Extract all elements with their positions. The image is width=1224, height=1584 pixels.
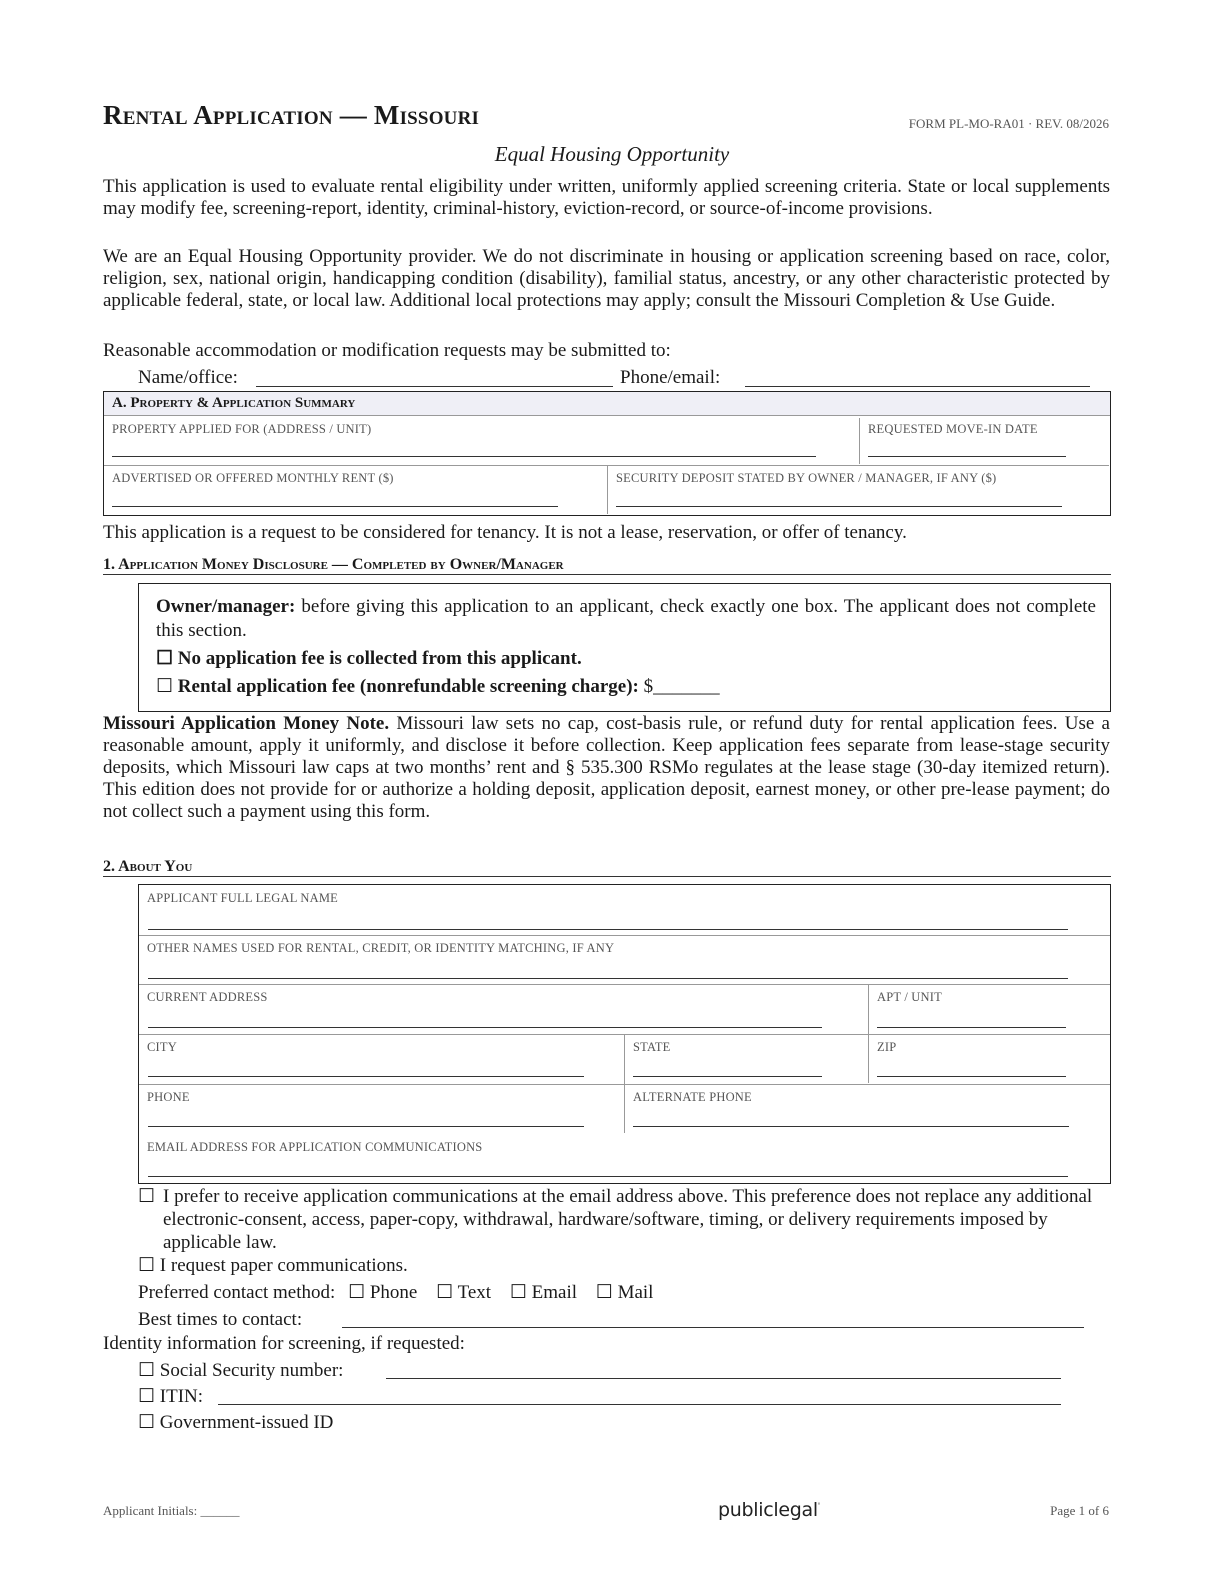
address-label: CURRENT ADDRESS (147, 990, 268, 1004)
section-2-box (138, 884, 1111, 1184)
apt-field[interactable] (877, 1027, 1066, 1028)
email-field[interactable] (148, 1176, 1068, 1177)
phone-field[interactable] (148, 1126, 584, 1127)
ssn-field[interactable] (386, 1378, 1061, 1379)
phone-cell (139, 1084, 624, 1134)
checkbox-icon[interactable]: ☐ (348, 1282, 366, 1303)
publiclegal-logo: publiclegal' (718, 1499, 820, 1521)
state-cell (625, 1034, 868, 1084)
city-label: CITY (147, 1040, 177, 1054)
rent-label: ADVERTISED OR OFFERED MONTHLY RENT ($) (112, 471, 394, 485)
contact-method-phone: Phone (369, 1282, 418, 1303)
address-field[interactable] (148, 1027, 822, 1028)
page-subtitle: Equal Housing Opportunity (494, 142, 730, 166)
form-number: FORM PL-MO-RA01 · REV. 08/2026 (908, 116, 1109, 131)
full-name-field[interactable] (148, 929, 1068, 930)
other-names-cell (139, 935, 1110, 985)
fee-option-1-label: No application fee is collected from this applicant. (177, 648, 582, 669)
name-office-field[interactable] (256, 386, 613, 387)
checkbox-icon[interactable]: ☐ (156, 648, 174, 669)
gov-id-label: Government-issued ID (159, 1412, 334, 1433)
deposit-cell (608, 465, 1108, 515)
tenancy-notice: This application is a request to be considered for tenancy. It is not a lease, reservation, or offer of tenancy. (103, 522, 907, 543)
applicant-initials: Applicant Initials: ______ (103, 1503, 240, 1518)
alt-phone-cell (625, 1084, 1110, 1134)
property-field[interactable] (112, 456, 816, 457)
page-number: Page 1 of 6 (1050, 1503, 1109, 1518)
checkbox-icon[interactable]: ☐ (509, 1282, 527, 1303)
intro-paragraph-3: Reasonable accommodation or modification requests may be submitted to: (103, 340, 671, 361)
move-in-field[interactable] (868, 456, 1066, 457)
contact-method-mail: Mail (617, 1282, 654, 1303)
apt-cell (869, 984, 1110, 1034)
logo-text: publiclegal (718, 1499, 818, 1521)
paper-preference-label: I request paper communications. (159, 1255, 408, 1276)
section-1-title: 1. Application Money Disclosure — Completed by Owner/Manager (103, 556, 1111, 575)
zip-cell (869, 1034, 1110, 1084)
page-title: Rental Application — Missouri (103, 100, 480, 130)
rent-cell (104, 465, 607, 515)
owner-text: before giving this application to an applicant, check exactly one box. The applicant does not complete this section. (156, 596, 1096, 641)
other-names-label: OTHER NAMES USED FOR RENTAL, CREDIT, OR IDENTITY MATCHING, IF ANY (147, 941, 615, 955)
best-times-field[interactable] (342, 1327, 1084, 1328)
contact-method-email: Email (531, 1282, 578, 1303)
alt-phone-label: ALTERNATE PHONE (633, 1090, 752, 1104)
full-name-label: APPLICANT FULL LEGAL NAME (147, 891, 338, 905)
itin-label: ITIN: (159, 1386, 204, 1407)
itin-field[interactable] (218, 1404, 1061, 1405)
gov-id-row (138, 1411, 333, 1434)
email-preference (138, 1185, 1093, 1254)
intro-paragraph-1: This application is used to evaluate rental eligibility under written, uniformly applied screening criteria. State or local supplements may modify fee, screening-report, identity, criminal-history, eviction-record, or source-of-income provisions. (103, 176, 1110, 219)
zip-field[interactable] (877, 1076, 1066, 1077)
fee-option-2 (156, 675, 720, 698)
alt-phone-field[interactable] (633, 1126, 1069, 1127)
phone-email-label: Phone/email: (620, 367, 721, 388)
other-names-field[interactable] (148, 978, 1068, 979)
contact-method-label: Preferred contact method: (138, 1282, 336, 1303)
phone-label: PHONE (147, 1090, 190, 1104)
section-a-title: A. Property & Application Summary (104, 392, 1110, 416)
checkbox-icon[interactable]: ☐ (138, 1186, 156, 1207)
city-cell (139, 1034, 624, 1084)
owner-instructions (156, 595, 1096, 643)
best-times-label: Best times to contact: (138, 1309, 303, 1330)
fee-option-2-label: Rental application fee (nonrefundable screening charge): (177, 676, 639, 697)
email-preference-label: I prefer to receive application communications at the email address above. This preference does not replace any additional electronic-consent, access, paper-copy, withdrawal, hardware/software, timing, or delivery requirements imposed by applicable law. (163, 1186, 1093, 1253)
ssn-row (138, 1359, 343, 1382)
section-1-box (138, 583, 1111, 712)
address-cell (139, 984, 868, 1034)
contact-method-row (138, 1281, 653, 1304)
checkbox-icon[interactable]: ☐ (138, 1386, 156, 1407)
section-a-box (103, 391, 1111, 516)
state-label: STATE (633, 1040, 671, 1054)
fee-amount-field[interactable]: $_______ (643, 676, 720, 697)
state-field[interactable] (633, 1076, 822, 1077)
name-office-label: Name/office: (138, 367, 238, 388)
email-label: EMAIL ADDRESS FOR APPLICATION COMMUNICATIONS (147, 1140, 483, 1154)
full-name-cell (139, 885, 1110, 935)
checkbox-icon[interactable]: ☐ (156, 676, 174, 697)
ssn-label: Social Security number: (159, 1360, 344, 1381)
checkbox-icon[interactable]: ☐ (138, 1360, 156, 1381)
itin-row (138, 1385, 203, 1408)
section-2-title: 2. About You (103, 858, 1111, 877)
note-bold: Missouri Application Money Note. (103, 713, 390, 734)
rent-field[interactable] (112, 506, 558, 507)
note-text: Missouri law sets no cap, cost-basis rule, or refund duty for rental application fees. Use a reasonable amount, apply it uniformly, and disclose it before collection. Keep application fees separate from lease-stage security deposits, which Missouri law caps at two months’ rent and § 535.300 RSMo regulates at the lease stage (30-day itemized return). This edition does not provide for or authorize a holding deposit, application deposit, earnest money, or other pre-lease payment; do not collect such a payment using this form. (103, 713, 1110, 822)
checkbox-icon[interactable]: ☐ (138, 1255, 156, 1276)
paper-preference (138, 1254, 408, 1277)
checkbox-icon[interactable]: ☐ (436, 1282, 454, 1303)
apt-label: APT / UNIT (877, 990, 942, 1004)
property-cell (104, 416, 859, 465)
email-cell (139, 1134, 1110, 1184)
move-in-label: REQUESTED MOVE-IN DATE (868, 422, 1038, 436)
contact-method-text: Text (457, 1282, 492, 1303)
deposit-label: SECURITY DEPOSIT STATED BY OWNER / MANAGER, IF ANY ($) (616, 471, 997, 485)
move-in-cell (860, 416, 1110, 465)
checkbox-icon[interactable]: ☐ (595, 1282, 613, 1303)
fee-option-1 (156, 647, 582, 670)
zip-label: ZIP (877, 1040, 897, 1054)
intro-paragraph-2: We are an Equal Housing Opportunity provider. We do not discriminate in housing or application screening based on race, color, religion, sex, national origin, handicapping condition (disability), familial status, ancestry, or any other characteristic protected by applicable federal, state, or local law. Additional local protections may apply; consult the Missouri Completion & Use Guide. (103, 246, 1110, 311)
phone-email-field[interactable] (745, 386, 1090, 387)
missouri-money-note (103, 713, 1110, 823)
property-label: PROPERTY APPLIED FOR (ADDRESS / UNIT) (112, 422, 372, 436)
owner-bold: Owner/manager: (156, 596, 296, 617)
city-field[interactable] (148, 1076, 584, 1077)
identity-label: Identity information for screening, if requested: (103, 1333, 465, 1354)
deposit-field[interactable] (616, 506, 1062, 507)
checkbox-icon[interactable]: ☐ (138, 1412, 156, 1433)
